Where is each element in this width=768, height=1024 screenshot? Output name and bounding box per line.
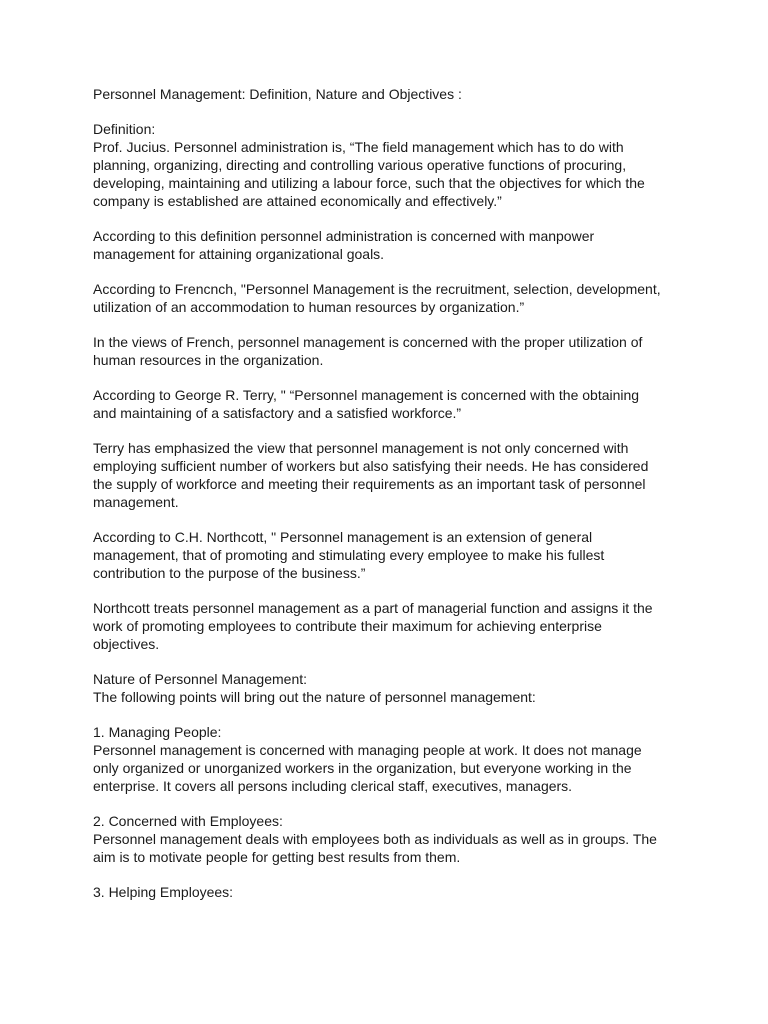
paragraph-line: utilization of an accommodation to human resources by organization.” [93,299,525,315]
paragraph-line: work of promoting employees to contribute their maximum for achieving enterprise [93,618,602,634]
spacer [93,210,693,227]
paragraph-line: employing sufficient number of workers but also satisfying their needs. He has considered [93,458,649,474]
spacer [93,369,693,386]
paragraph-line: According to this definition personnel administration is concerned with manpower [93,228,595,244]
paragraph-line: In the views of French, personnel management is concerned with the proper utilization of [93,334,643,350]
paragraph-line: Northcott treats personnel management as a part of managerial function and assigns it the [93,600,653,616]
paragraph-line: Prof. Jucius. Personnel administration is, “The field management which has to do with [93,139,624,155]
definition-heading: Definition: [93,121,156,137]
paragraph-line: management. [93,494,179,510]
paragraph-line: Personnel management deals with employees both as individuals as well as in groups. The [93,831,657,847]
paragraph-line: Personnel management is concerned with managing people at work. It does not manage [93,742,642,758]
paragraph-line: management, that of promoting and stimulating every employee to make his fullest [93,547,605,563]
spacer [93,706,693,723]
spacer [93,316,693,333]
spacer [93,511,693,528]
spacer [93,866,693,883]
paragraph-line: only organized or unorganized workers in the organization, but everyone working in the [93,760,632,776]
paragraph-line: human resources in the organization. [93,352,324,368]
spacer [93,103,693,120]
paragraph-line: aim is to motivate people for getting best results from them. [93,849,461,865]
spacer [93,795,693,812]
paragraph-line: Terry has emphasized the view that personnel management is not only concerned with [93,440,629,456]
paragraph-line: developing, maintaining and utilizing a labour force, such that the objectives for which the [93,175,645,191]
paragraph-line: According to Frencnch, "Personnel Management is the recruitment, selection, development, [93,281,661,297]
nature-heading: Nature of Personnel Management: [93,671,308,687]
spacer [93,263,693,280]
point-heading: 1. Managing People: [93,724,222,740]
paragraph-line: planning, organizing, directing and controlling various operative functions of procuring, [93,157,627,173]
point-heading: 2. Concerned with Employees: [93,813,283,829]
paragraph-line: objectives. [93,636,160,652]
paragraph-line: and maintaining of a satisfactory and a satisfied workforce.” [93,405,462,421]
paragraph-line: According to C.H. Northcott, " Personnel management is an extension of general [93,529,593,545]
point-heading: 3. Helping Employees: [93,884,234,900]
nature-intro: The following points will bring out the nature of personnel management: [93,689,536,705]
paragraph-line: contribution to the purpose of the business.” [93,565,366,581]
spacer [93,653,693,670]
document-title: Personnel Management: Definition, Nature and Objectives : [93,86,462,102]
paragraph-line: According to George R. Terry, " “Personnel management is concerned with the obtaining [93,387,640,403]
spacer [93,422,693,439]
paragraph-line: the supply of workforce and meeting their requirements as an important task of personnel [93,476,646,492]
document-page [93,85,693,901]
spacer [93,582,693,599]
paragraph-line: enterprise. It covers all persons including clerical staff, executives, managers. [93,778,573,794]
paragraph-line: management for attaining organizational goals. [93,246,385,262]
paragraph-line: company is established are attained economically and effectively.” [93,193,502,209]
